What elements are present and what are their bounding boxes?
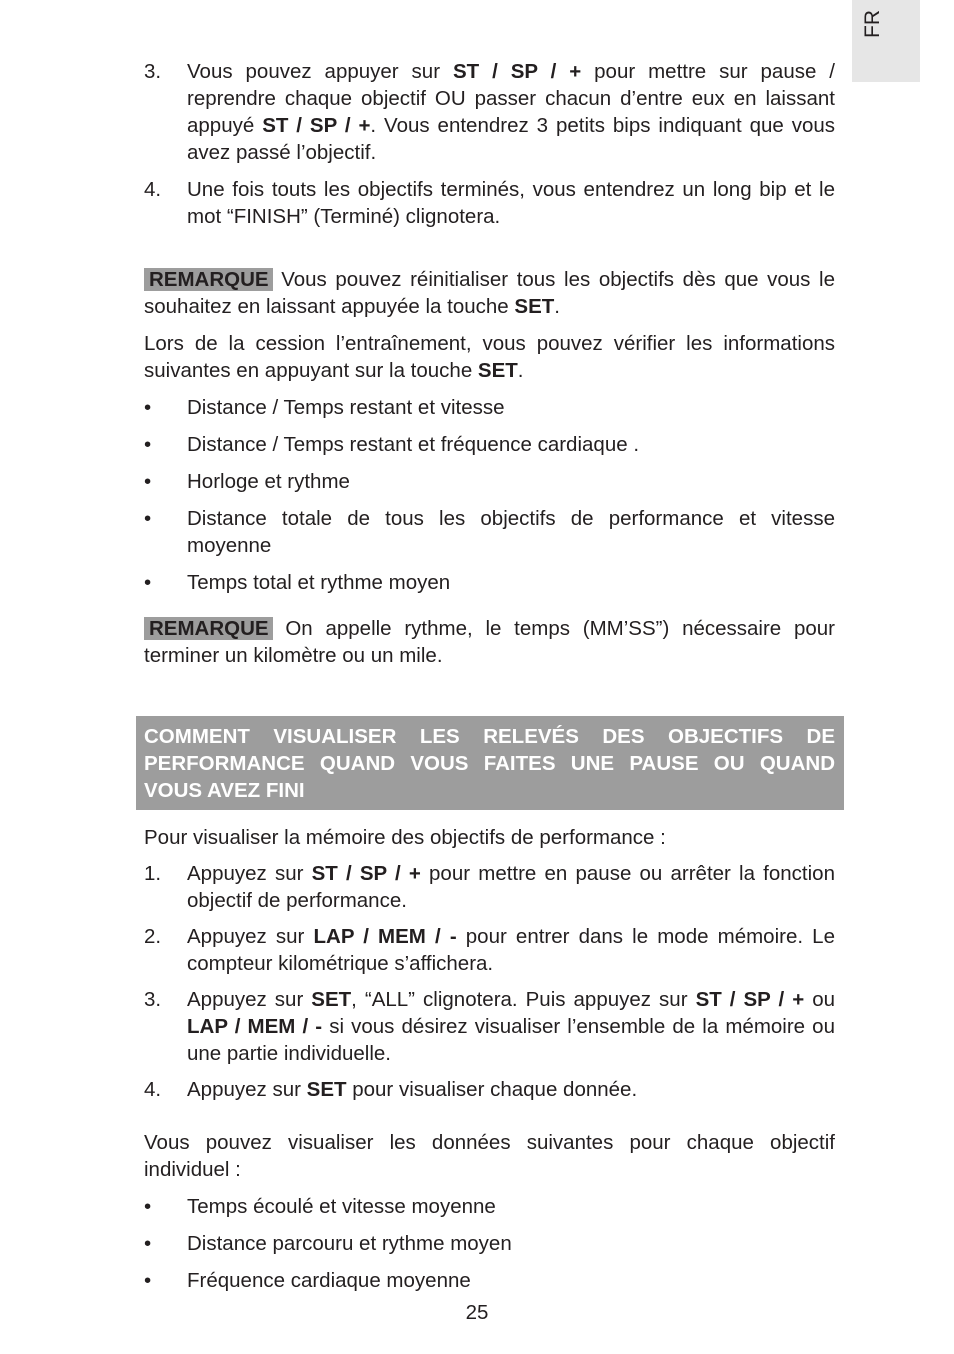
info-paragraph: Vous pouvez visualiser les données suivantes pour chaque objectif individuel : xyxy=(144,1131,835,1181)
main-text-upper xyxy=(144,58,835,669)
step-item: 2. Appuyez sur LAP / MEM / - pour entrer dans le mode mémoire. Le compteur kilométrique s’affichera. xyxy=(144,925,835,975)
bullet-dot: • xyxy=(144,1232,152,1255)
bullet-item: • Distance / Temps restant et fréquence cardiaque . xyxy=(144,433,640,456)
main-text-lower xyxy=(144,824,835,1294)
step-item: 4. Appuyez sur SET pour visualiser chaque donnée. xyxy=(144,1078,638,1101)
bullet-item: • Temps total et rythme moyen xyxy=(144,571,451,594)
bullet-item: • Distance totale de tous les objectifs de performance et vitesse moyenne xyxy=(144,507,835,557)
language-tab-label: FR xyxy=(861,10,884,38)
intro-paragraph: Pour visualiser la mémoire des objectifs de performance : xyxy=(144,826,666,849)
bullet-item: • Temps écoulé et vitesse moyenne xyxy=(144,1195,496,1218)
step-number: 3. xyxy=(144,988,162,1011)
step-item: 4. Une fois touts les objectifs terminés, vous entendrez un long bip et le mot “FINISH” (Terminé) clignotera. xyxy=(144,178,835,228)
step-item: 3. Vous pouvez appuyer sur ST / SP / + pour mettre sur pause / reprendre chaque objectif OU passer chacun d’entre eux en laissant appuyé ST / SP / +. Vous entendrez 3 petits bips indiquant que vous avez passé l’objectif. xyxy=(144,60,835,164)
section-heading: COMMENT VISUALISER LES RELEVÉS DES OBJECTIFS DE PERFORMANCE QUAND VOUS FAITES UNE PAUSE OU QUAND VOUS AVEZ FINI xyxy=(136,716,844,810)
bullet-dot: • xyxy=(144,571,152,594)
bullet-dot: • xyxy=(144,1195,152,1218)
bullet-dot: • xyxy=(144,1269,152,1292)
step-number: 4. xyxy=(144,178,162,201)
step-number: 1. xyxy=(144,862,162,885)
note-paragraph: REMARQUE Vous pouvez réinitialiser tous les objectifs dès que vous le souhaitez en laissant appuyée la touche SET. xyxy=(144,268,835,318)
note-label: REMARQUE xyxy=(144,268,273,291)
note-label: REMARQUE xyxy=(144,617,273,640)
language-tab xyxy=(852,0,920,82)
bullet-dot: • xyxy=(144,470,152,493)
step-item: 1. Appuyez sur ST / SP / + pour mettre en pause ou arrêter la fonction objectif de performance. xyxy=(144,862,835,912)
bullet-item: • Distance / Temps restant et vitesse xyxy=(144,396,505,419)
bullet-dot: • xyxy=(144,396,152,419)
note-paragraph: REMARQUE On appelle rythme, le temps (MM’SS”) nécessaire pour terminer un kilomètre ou un mile. xyxy=(144,617,835,667)
bullet-dot: • xyxy=(144,507,152,530)
step-number: 4. xyxy=(144,1078,162,1101)
step-number: 2. xyxy=(144,925,162,948)
page-number: 25 xyxy=(465,1301,489,1324)
bullet-item: • Fréquence cardiaque moyenne xyxy=(144,1269,471,1292)
bullet-item: • Horloge et rythme xyxy=(144,470,350,493)
bullet-dot: • xyxy=(144,433,152,456)
step-item: 3. Appuyez sur SET, “ALL” clignotera. Puis appuyez sur ST / SP / + ou LAP / MEM / - si vous désirez visualiser l’ensemble de la mémoire ou une partie individuelle. xyxy=(144,988,835,1065)
bullet-item: • Distance parcouru et rythme moyen xyxy=(144,1232,512,1255)
info-paragraph: Lors de la cession l’entraînement, vous pouvez vérifier les informations suivantes en appuyant sur la touche SET. xyxy=(144,332,835,382)
step-number: 3. xyxy=(144,60,162,83)
